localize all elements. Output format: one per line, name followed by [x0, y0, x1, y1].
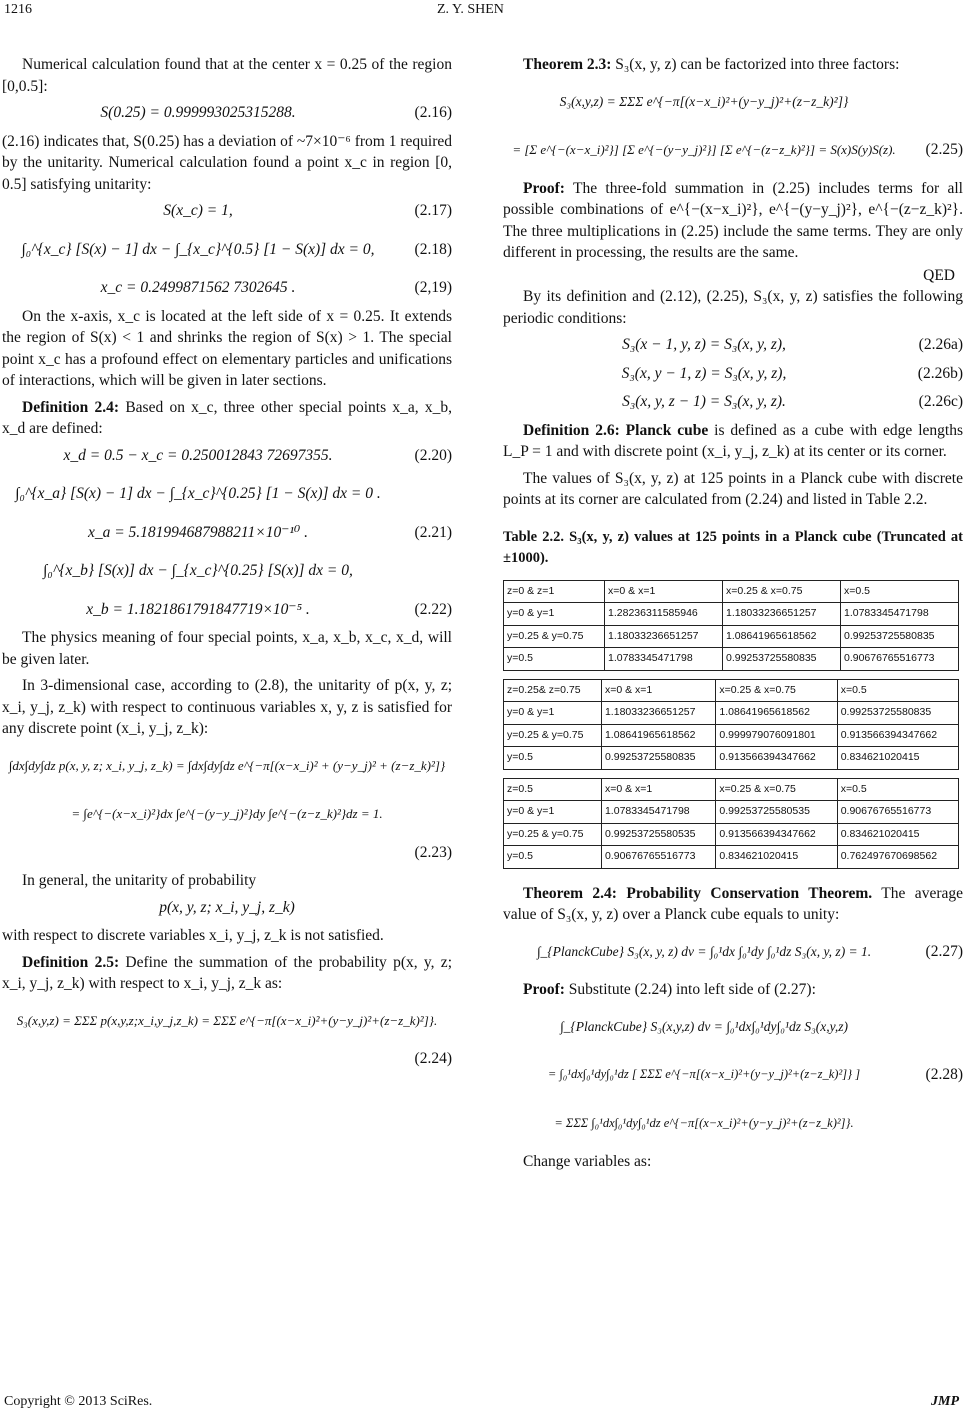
paragraph: In 3-dimensional case, according to (2.8), the unitarity of p(x, y, z; x_i, y_j, z_k) with respect to continuous variables x, y, z is satisfied for any discrete point (x_i, y_j, z_k):: [2, 677, 452, 737]
table-cell: x=0 & x=1: [601, 679, 715, 702]
equation-2-24: S₃(x,y,z) = ΣΣΣ p(x,y,z;x_i,y_j,z_k) = ΣΣΣ e^{−π[(x−x_i)²+(y−y_j)²+(z−z_k)²]}.: [16, 1012, 438, 1028]
table-cell: 0.99253725580835: [723, 648, 841, 671]
table-cell: 1.0783345471798: [840, 603, 958, 626]
paragraph: The values of S₃(x, y, z) at 125 points in a Planck cube with discrete points at its corner are calculated from (2.24) and listed in Table 2.2.: [503, 469, 963, 508]
equation-2-26b: S₃(x, y − 1, z) = S₃(x, y, z), (2.26b): [621, 364, 963, 382]
paragraph: Change variables as:: [523, 1153, 652, 1170]
table-cell: 0.99253725580835: [601, 747, 715, 770]
table-cell: 0.90676765516773: [840, 648, 958, 671]
table-row: [504, 625, 959, 648]
table-cell: 0.913566394347662: [716, 823, 837, 846]
right-column: [503, 54, 963, 1178]
table-cell: 0.913566394347662: [716, 747, 837, 770]
table-cell: x=0.25 & x=0.75: [716, 778, 837, 801]
equation-2-18: ∫₀^{x_c} [S(x) − 1] dx − ∫_{x_c}^{0.5} [1 − S(x)] dx = 0, (2.18): [21, 240, 452, 258]
table-cell: 0.99253725580535: [601, 823, 715, 846]
table-row: [504, 823, 959, 846]
values-table: [503, 580, 959, 671]
table-cell: x=0.5: [837, 679, 958, 702]
table-row: [504, 580, 959, 603]
table-cell: y=0 & y=1: [504, 603, 605, 626]
table-cell: 1.18033236651257: [601, 702, 715, 725]
theorem-2-4: Theorem 2.4: Probability Conservation Theorem. The average value of S₃(x, y, z) over a Planck cube equals to unity:: [503, 884, 963, 923]
paragraph: By its definition and (2.12), (2.25), S₃(x, y, z) satisfies the following periodic conditions:: [503, 288, 963, 327]
page-number: 1216: [4, 2, 32, 17]
journal-name: JMP: [931, 1394, 959, 1409]
table-cell: y=0.5: [504, 846, 602, 869]
proof: Proof: Substitute (2.24) into left side of (2.27):: [523, 981, 816, 998]
table-caption: Table 2.2. S₃(x, y, z) values at 125 points in a Planck cube (Truncated at ±1000).: [503, 528, 963, 566]
equation-2-22: x_b = 1.1821861791847719×10⁻⁵ . (2.22): [86, 600, 452, 618]
table-cell: 0.99253725580835: [837, 702, 958, 725]
table-row: [504, 778, 959, 801]
paragraph: The physics meaning of four special points, x_a, x_b, x_c, x_d, will be given later.: [2, 629, 452, 668]
paragraph: (2.16) indicates that, S(0.25) has a deviation of ~7×10⁻⁶ from 1 required by the unitarity. Numerical calculation found a point x_c in region [0, 0.5] satisfying unitarity:: [2, 132, 452, 193]
table-cell: 0.999979076091801: [716, 724, 837, 747]
table-cell: y=0.5: [504, 648, 605, 671]
equation-2-25-line1: S₃(x,y,z) = ΣΣΣ e^{−π[(x−x_i)²+(y−y_j)²+(z−z_k)²]}: [559, 93, 849, 109]
table-cell: y=0.25 & y=0.75: [504, 625, 605, 648]
equation-2-27: ∫_{PlanckCube} S₃(x, y, z) dv = ∫₀¹dx ∫₀¹dy ∫₀¹dz S₃(x, y, z) = 1. (2.27): [536, 942, 963, 960]
table-cell: z=0.25& z=0.75: [504, 679, 602, 702]
table-cell: x=0 & x=1: [601, 778, 715, 801]
equation-2-26c: S₃(x, y, z − 1) = S₃(x, y, z). (2.26c): [622, 393, 963, 410]
equation-2-24-number: (2.24): [414, 1050, 452, 1067]
qed-mark: QED: [923, 266, 955, 284]
table-cell: 1.18033236651257: [605, 625, 723, 648]
equation-2-23-line2: = ∫e^{−(x−x_i)²}dx ∫e^{−(y−y_j)²}dy ∫e^{−(z−z_k)²}dz = 1.: [71, 806, 383, 821]
values-table: [503, 679, 959, 770]
table-row: [504, 846, 959, 869]
table-cell: 0.99253725580535: [716, 801, 837, 824]
table-row: [504, 801, 959, 824]
paragraph: Numerical calculation found that at the center x = 0.25 of the region [0,0.5]:: [2, 56, 452, 95]
table-cell: z=0 & z=1: [504, 580, 605, 603]
equation-2-26a: S₃(x − 1, y, z) = S₃(x, y, z), (2.26a): [622, 336, 963, 353]
table-row: [504, 603, 959, 626]
equation-2-21-integral: ∫₀^{x_a} [S(x) − 1] dx − ∫_{x_c}^{0.25} [1 − S(x)] dx = 0 .: [15, 485, 381, 502]
table-cell: y=0 & y=1: [504, 801, 602, 824]
table-row: [504, 679, 959, 702]
table-cell: x=0.25 & x=0.75: [716, 679, 837, 702]
table-cell: 0.913566394347662: [837, 724, 958, 747]
table-row: [504, 747, 959, 770]
table-cell: 0.834621020415: [837, 747, 958, 770]
copyright: Copyright © 2013 SciRes.: [4, 1394, 153, 1409]
table-row: [504, 702, 959, 725]
table-cell: 1.0783345471798: [601, 801, 715, 824]
equation-2-17: S(x_c) = 1, (2.17): [163, 202, 452, 219]
table-cell: y=0.5: [504, 747, 602, 770]
equation-2-28-line1: ∫_{PlanckCube} S₃(x,y,z) dv = ∫₀¹dx∫₀¹dy∫₀¹dz S₃(x,y,z): [559, 1018, 849, 1034]
proof: Proof: The three-fold summation in (2.25) includes terms for all possible combinations of e^{−(x−x_i)²}, e^{−(y−y_j)²}, e^{−(z−z_k)²}. The three multiplications in (2.25) include the same terms. They are only different in processing, the results are the same.: [503, 179, 963, 261]
values-table: [503, 778, 959, 869]
table-cell: 0.90676765516773: [601, 846, 715, 869]
table-cell: z=0.5: [504, 778, 602, 801]
definition-2-6: Definition 2.6: Planck cube is defined as a cube with edge lengths L_P = 1 and with discrete point (x_i, y_j, z_k) at its center or its corner.: [503, 421, 963, 460]
equation-2-19: x_c = 0.2499871562 7302645 . (2,19): [100, 279, 452, 296]
table-cell: 1.08641965618562: [723, 625, 841, 648]
table-cell: x=0.5: [840, 580, 958, 603]
table-cell: 1.28236311585946: [605, 603, 723, 626]
paragraph: On the x-axis, x_c is located at the left side of x = 0.25. It extends the region of S(x) < 1 and shrinks the region of S(x) > 1. The special point x_c has a profound effect on elementary particles and unifications of interactions, which will be given in later sections.: [2, 307, 452, 389]
theorem-2-3: Theorem 2.3: S₃(x, y, z) can be factorized into three factors:: [523, 56, 900, 73]
equation-2-20: x_d = 0.5 − x_c = 0.250012843 72697355. (2.20): [63, 446, 452, 464]
paragraph: with respect to discrete variables x_i, y_j, z_k is not satisfied.: [2, 927, 384, 944]
running-head-author: Z. Y. SHEN: [437, 2, 504, 17]
equation-2-21: x_a = 5.181994687988211×10⁻¹⁰ . (2.21): [87, 523, 452, 541]
equation-2-22-integral: ∫₀^{x_b} [S(x)] dx − ∫_{x_c}^{0.25} [S(x)] dx = 0,: [43, 562, 353, 579]
table-cell: 1.08641965618562: [601, 724, 715, 747]
definition-2-5: Definition 2.5: Define the summation of the probability p(x, y, z; x_i, y_j, z_k) with respect to x_i, y_j, z_k as:: [2, 953, 452, 992]
equation-2-16: S(0.25) = 0.999993025315288. (2.16): [100, 104, 452, 121]
equation-2-28-line2: = ∫₀¹dx∫₀¹dy∫₀¹dz [ ΣΣΣ e^{−π[(x−x_i)²+(y−y_j)²+(z−z_k)²]} ] (2.28): [547, 1066, 963, 1083]
equation-2-28-line3: = ΣΣΣ ∫₀¹dx∫₀¹dy∫₀¹dz e^{−π[(x−x_i)²+(y−y_j)²+(z−z_k)²]}.: [554, 1115, 854, 1130]
table-row: [504, 648, 959, 671]
equation-probability: p(x, y, z; x_i, y_j, z_k): [159, 898, 295, 916]
table-cell: y=0.25 & y=0.75: [504, 724, 602, 747]
equation-2-25-line2: = [Σ e^{−(x−x_i)²}] [Σ e^{−(y−y_j)²}] [Σ e^{−(z−z_k)²}] = S(x)S(y)S(z). (2.25): [512, 141, 963, 158]
equation-2-23-line1: ∫dx∫dy∫dz p(x, y, z; x_i, y_j, z_k) = ∫dx∫dy∫dz e^{−π[(x−x_i)² + (y−y_j)² + (z−z_k)²]}: [8, 757, 446, 773]
left-column: [2, 54, 452, 1077]
table-cell: 0.99253725580835: [840, 625, 958, 648]
table-cell: 0.762497670698562: [837, 846, 958, 869]
definition-2-4: Definition 2.4: Based on x_c, three other special points x_a, x_b, x_d are defined:: [2, 398, 452, 437]
equation-2-23-number: (2.23): [414, 843, 452, 861]
table-cell: y=0.25 & y=0.75: [504, 823, 602, 846]
table-cell: 1.0783345471798: [605, 648, 723, 671]
table-cell: 1.18033236651257: [723, 603, 841, 626]
table-cell: 0.834621020415: [716, 846, 837, 869]
table-cell: 0.90676765516773: [837, 801, 958, 824]
paragraph: In general, the unitarity of probability: [22, 872, 257, 889]
table-cell: y=0 & y=1: [504, 702, 602, 725]
table-2-2: [503, 580, 963, 869]
table-cell: 0.834621020415: [837, 823, 958, 846]
table-cell: x=0.25 & x=0.75: [723, 580, 841, 603]
table-cell: 1.08641965618562: [716, 702, 837, 725]
table-cell: x=0.5: [837, 778, 958, 801]
table-row: [504, 724, 959, 747]
table-cell: x=0 & x=1: [605, 580, 723, 603]
